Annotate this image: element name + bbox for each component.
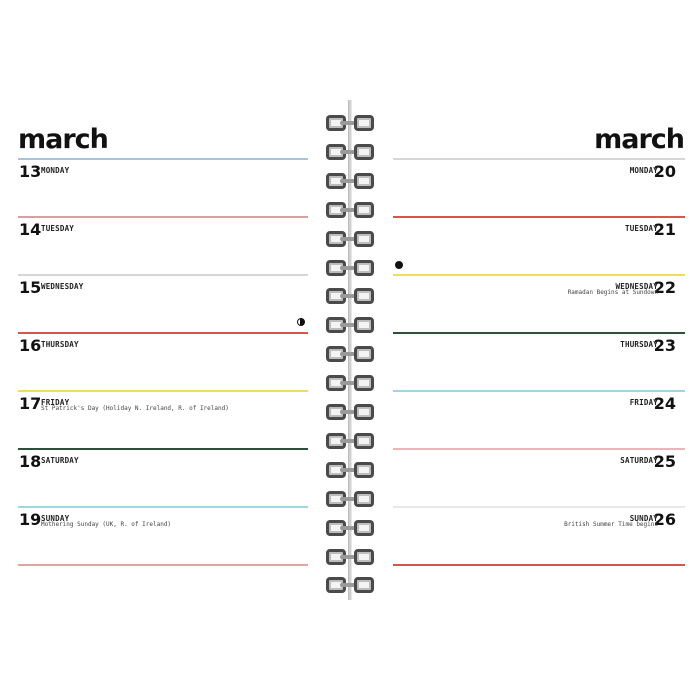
day-name: MONDAY [629,166,658,175]
day-line [393,448,685,450]
day-name: MONDAY [41,166,70,175]
day-line [18,506,308,508]
day-note: Mothering Sunday (UK, R. of Ireland) [41,521,172,528]
day-name: FRIDAY [629,398,658,407]
day-line [18,216,308,218]
day-number: 17 [19,394,42,413]
day-name: WEDNESDAY [41,282,84,291]
day-line [18,390,308,392]
day-note: British Summer Time begins [564,521,658,528]
day-number: 20 [653,162,676,181]
day-number: 19 [19,510,42,529]
day-number: 16 [19,336,42,355]
day-note: Ramadan Begins at Sundown [567,289,658,296]
day-name: FRIDAY [41,398,70,407]
day-line [393,158,685,160]
day-name: SUNDAY [41,514,70,523]
bottom-line [18,564,308,566]
day-number: 25 [653,452,676,471]
day-name: THURSDAY [41,340,79,349]
day-name: TUESDAY [41,224,75,233]
day-name: TUESDAY [624,224,658,233]
bottom-line [393,564,685,566]
day-number: 26 [653,510,676,529]
day-name: THURSDAY [620,340,658,349]
day-name: SUNDAY [629,514,658,523]
day-number: 24 [653,394,676,413]
day-number: 14 [19,220,42,239]
month-title-left: march [18,124,108,155]
day-number: 23 [653,336,676,355]
right-page [350,0,700,700]
half-moon-icon [297,318,305,326]
day-line [18,448,308,450]
day-line [18,332,308,334]
new-moon-icon [395,261,403,269]
day-line [393,390,685,392]
day-line [393,332,685,334]
month-title-right: march [594,124,684,155]
day-number: 21 [653,220,676,239]
day-number: 22 [653,278,676,297]
day-line [393,216,685,218]
day-line [393,506,685,508]
day-number: 13 [19,162,42,181]
day-line [393,274,685,276]
day-note: St Patrick's Day (Holiday N. Ireland, R. of Ireland) [41,405,229,412]
day-line [18,274,308,276]
day-line [18,158,308,160]
day-name: SATURDAY [620,456,658,465]
day-number: 15 [19,278,42,297]
day-name: WEDNESDAY [615,282,658,291]
day-name: SATURDAY [41,456,79,465]
day-number: 18 [19,452,42,471]
